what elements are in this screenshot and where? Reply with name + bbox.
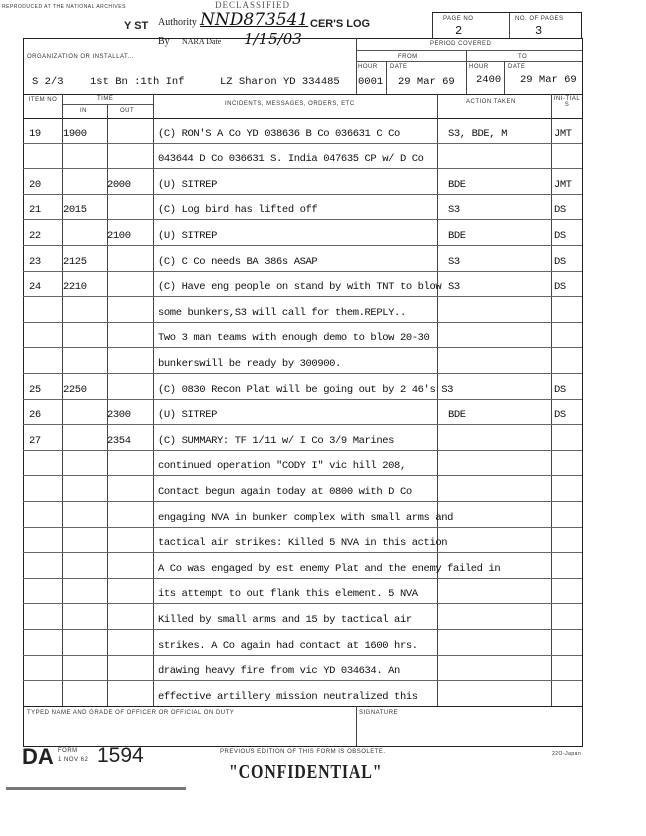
- incident-text: strikes. A Co again had contact at 1600 hrs.: [158, 639, 418, 652]
- incident-text: Killed by small arms and 15 by tactical air: [158, 613, 412, 626]
- table-row: [23, 272, 582, 298]
- form-title-right: CER'S LOG: [310, 18, 371, 30]
- initials: DS: [554, 383, 566, 396]
- nara-date: 1/15/03: [244, 30, 302, 48]
- action-taken: S3: [448, 281, 460, 294]
- item-number: 20: [29, 178, 41, 191]
- table-row: [23, 297, 582, 323]
- declassification-stamp: Authority NND873541 By NARA Date 1/15/03: [152, 12, 307, 52]
- authority-number: NND873541: [200, 10, 309, 30]
- action-taken: BDE: [448, 229, 466, 242]
- column-header-action: ACTION TAKEN: [466, 99, 516, 105]
- incident-text: Contact begun again today at 0800 with D Co: [158, 485, 412, 498]
- incident-text: drawing heavy fire from vic YD 034634. An: [158, 665, 400, 678]
- obsolete-notice: PREVIOUS EDITION OF THIS FORM IS OBSOLETE.: [220, 749, 386, 755]
- incident-text: (C) C Co needs BA 386s ASAP: [158, 255, 318, 268]
- incident-text: tactical air strikes: Killed 5 NVA in this action: [158, 537, 448, 550]
- incident-text: (C) Log bird has lifted off: [158, 204, 318, 217]
- signature-label: SIGNATURE: [359, 710, 399, 716]
- initials: DS: [554, 204, 566, 217]
- to-hour: 2400: [476, 74, 502, 86]
- form-number: 1594: [97, 744, 144, 767]
- page-number-box: PAGE NO 2 NO. OF PAGES 3: [432, 12, 582, 39]
- item-number: 23: [29, 255, 41, 268]
- printer-mark: 22O-Japan: [552, 751, 582, 757]
- item-number: 26: [29, 409, 41, 422]
- table-row: [23, 451, 582, 477]
- incident-text: (C) RON'S A Co YD 038636 B Co 036631 C Co: [158, 127, 400, 140]
- column-header-in: IN: [80, 108, 87, 114]
- time-out: 2300: [107, 409, 131, 422]
- initials: DS: [554, 255, 566, 268]
- time-in: 1900: [63, 127, 87, 140]
- page-count: 3: [535, 24, 543, 38]
- column-header-item: ITEM NO: [28, 97, 58, 103]
- table-row: [23, 553, 582, 579]
- table-row: [23, 476, 582, 502]
- item-number: 22: [29, 229, 41, 242]
- table-row: [23, 144, 582, 170]
- table-row: [23, 220, 582, 246]
- action-taken: BDE: [448, 178, 466, 191]
- time-out: 2100: [107, 229, 131, 242]
- time-in: 2125: [63, 255, 87, 268]
- item-number: 24: [29, 281, 41, 294]
- time-in: 2210: [63, 281, 87, 294]
- initials: DS: [554, 281, 566, 294]
- officer-label: TYPED NAME AND GRADE OF OFFICER OR OFFICIAL ON DUTY: [27, 710, 235, 716]
- table-row: [23, 246, 582, 272]
- incident-text: (C) Have eng people on stand by with TNT to blow: [158, 281, 442, 294]
- org-battalion: 1st Bn :1th Inf: [90, 76, 185, 88]
- column-header-time: TIME: [97, 96, 114, 102]
- table-row: [23, 400, 582, 426]
- incident-text: (U) SITREP: [158, 229, 218, 242]
- action-taken: S3, BDE, M: [448, 127, 508, 140]
- table-row: [23, 118, 582, 144]
- from-hour: 0001: [358, 76, 384, 88]
- incident-text: engaging NVA in bunker complex with small arms and: [158, 511, 454, 524]
- org-unit: S 2/3: [32, 76, 64, 88]
- time-in: 2250: [63, 383, 87, 396]
- incident-text: (C) SUMMARY: TF 1/11 w/ I Co 3/9 Marines: [158, 434, 395, 447]
- initials: JMT: [554, 127, 572, 140]
- incident-text: Two 3 man teams with enough demo to blow 20-30: [158, 332, 430, 345]
- action-taken: BDE: [448, 409, 466, 422]
- table-row: [23, 630, 582, 656]
- classification-stamp: "CONFIDENTIAL": [229, 761, 383, 783]
- incident-text: its attempt to out flank this element. 5 NVA: [158, 588, 418, 601]
- incident-text: bunkerswill be ready by 300900.: [158, 357, 341, 370]
- column-header-initials: INI-TIALS: [553, 96, 581, 108]
- item-number: 21: [29, 204, 41, 217]
- item-number: 27: [29, 434, 41, 447]
- table-row: [23, 195, 582, 221]
- incident-text: continued operation "CODY I" vic hill 208,: [158, 460, 406, 473]
- item-number: 19: [29, 127, 41, 140]
- column-header-incidents: INCIDENTS, MESSAGES, ORDERS, ETC: [225, 101, 355, 107]
- from-date: 29 Mar 69: [398, 76, 455, 88]
- scan-artifact: [6, 787, 186, 790]
- incident-text: some bunkers,S3 will call for them.REPLY..: [158, 306, 406, 319]
- column-header-out: OUT: [120, 108, 135, 114]
- time-out: 2354: [107, 434, 131, 447]
- table-row: [23, 528, 582, 554]
- incident-text: A Co was engaged by est enemy Plat and the enemy failed in: [158, 562, 501, 575]
- org-location: LZ Sharon YD 334485: [220, 76, 340, 88]
- table-row: [23, 579, 582, 605]
- table-row: [23, 169, 582, 195]
- table-row: [23, 656, 582, 682]
- incident-text: 043644 D Co 036631 S. India 047635 CP w/ D Co: [158, 153, 424, 166]
- to-date: 29 Mar 69: [520, 74, 577, 86]
- form-da: DA: [22, 744, 54, 769]
- item-number: 25: [29, 383, 41, 396]
- table-row: [23, 425, 582, 451]
- declassified-stamp: DECLASSIFIED: [215, 0, 291, 10]
- table-row: [23, 502, 582, 528]
- table-row: [23, 374, 582, 400]
- action-taken: S3: [448, 255, 460, 268]
- incident-text: (U) SITREP: [158, 409, 218, 422]
- table-row: [23, 604, 582, 630]
- incident-text: effective artillery mission neutralized this: [158, 690, 418, 703]
- table-row: [23, 323, 582, 349]
- incident-text: (C) 0830 Recon Plat will be going out by 2 46's S3: [158, 383, 454, 396]
- table-row: [23, 681, 582, 707]
- initials: DS: [554, 409, 566, 422]
- archive-stamp: REPRODUCED AT THE NATIONAL ARCHIVES: [2, 4, 126, 10]
- page-number: 2: [455, 24, 463, 38]
- initials: JMT: [554, 178, 572, 191]
- action-taken: S3: [448, 204, 460, 217]
- form-title-left: Y ST: [124, 20, 149, 32]
- initials: DS: [554, 229, 566, 242]
- table-row: [23, 348, 582, 374]
- time-out: 2000: [107, 178, 131, 191]
- time-in: 2015: [63, 204, 87, 217]
- incident-text: (U) SITREP: [158, 178, 218, 191]
